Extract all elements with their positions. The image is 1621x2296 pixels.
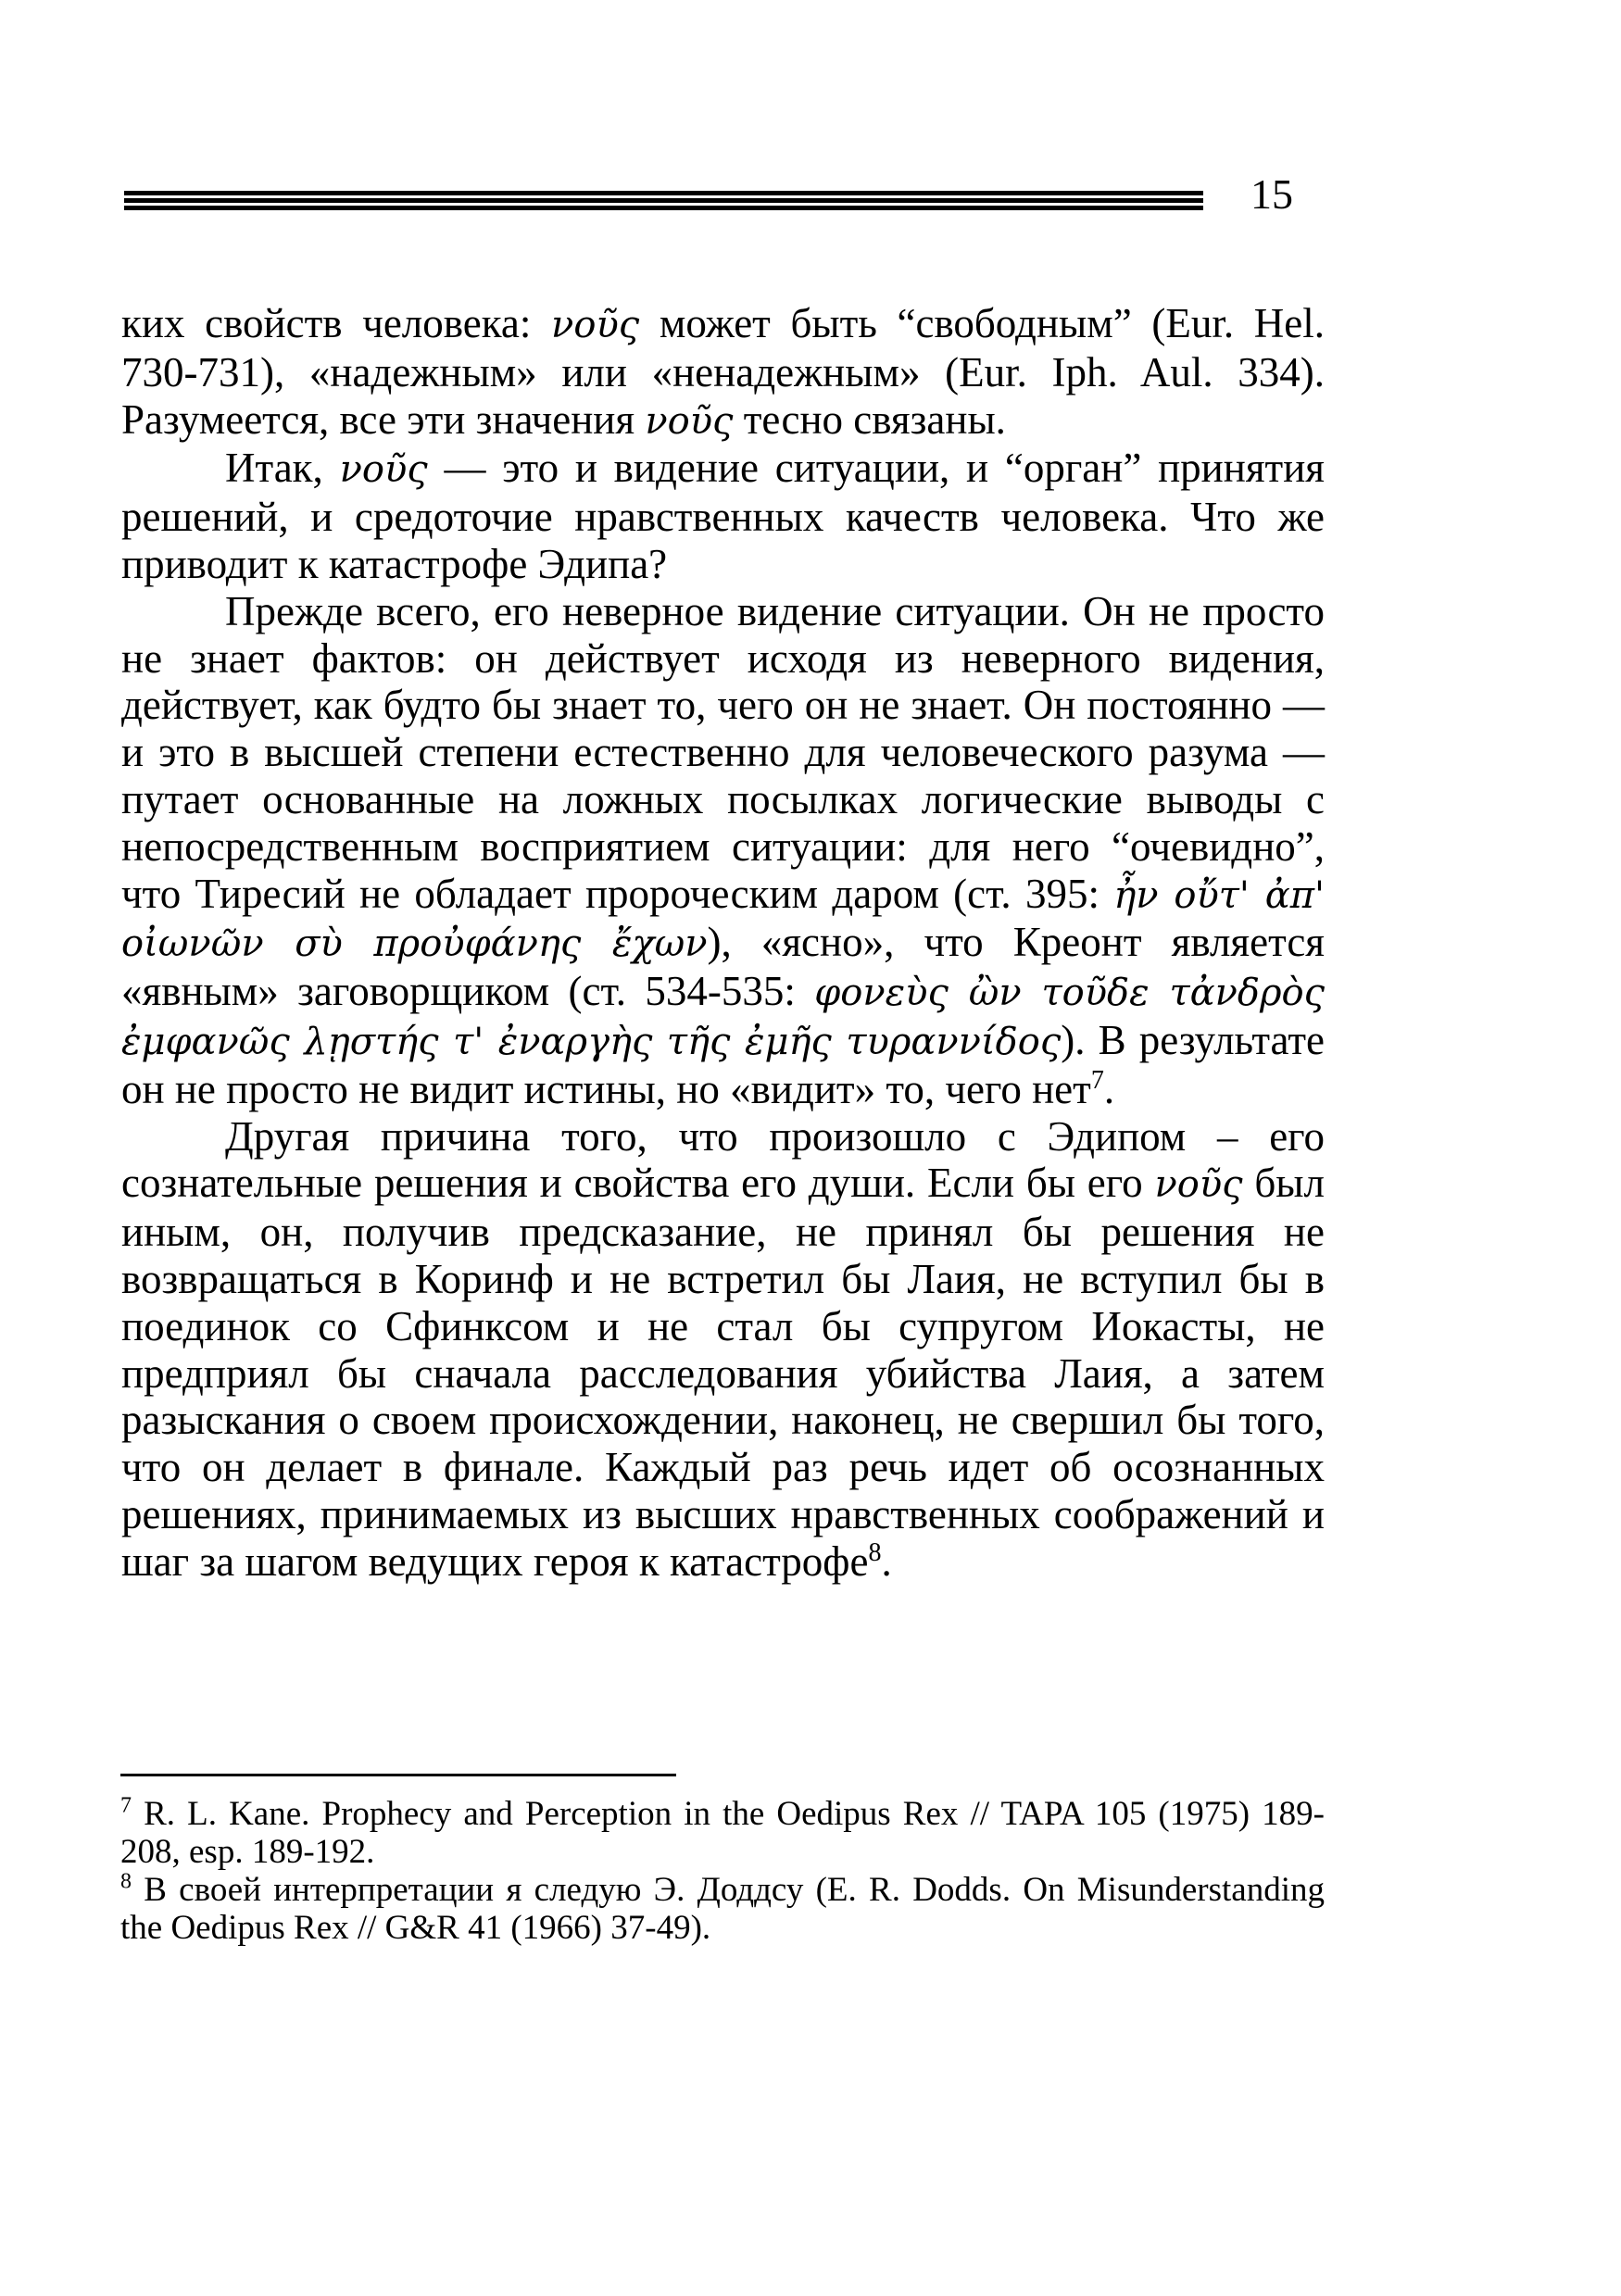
text-run: . xyxy=(1103,1065,1115,1112)
header-rule-line xyxy=(124,191,1203,195)
text-run: может быть “свободным” (Eur. Hel. 730-731), «надежным» или «ненадежным» (Eur. Iph. Aul. 334). Разумеется, все эти значения xyxy=(121,300,1325,443)
text-run: Итак, xyxy=(225,445,340,492)
footnote-text: R. L. Kane. Prophecy and Perception in the Oedipus Rex // TAPA 105 (1975) 189-208, esp. 189-192. xyxy=(120,1795,1325,1871)
text-run: — это и видение ситуации, и “орган” принятия решений, и средоточие нравственных качеств человека. Что же приводит к катастрофе Эдипа? xyxy=(121,445,1325,587)
greek-term: νοῦς xyxy=(339,448,428,492)
footnote-mark: 8 xyxy=(120,1869,132,1894)
text-run: ), «ясно», что Креонт является «явным» заговорщиком (ст. 534-535: xyxy=(121,919,1325,1015)
greek-term: νοῦς xyxy=(645,399,734,443)
text-run: был иным, он, получив предсказание, не принял бы решения не возвращаться в Коринф и не встретил бы Лаия, не вступил бы в поединок со Сфинксом и не стал бы супругом Иокасты, не предприял бы сначала расследования убийства Лаия, а затем разыскания о своем происхождении, наконец, не свершил бы того, что он делает в финале. Каждый раз речь идет об осознанных решениях, принимаемых из высших нравственных соображений и шаг за шагом ведущих героя к катастрофе xyxy=(121,1160,1325,1585)
page-number: 15 xyxy=(1250,170,1293,218)
footnote-mark: 7 xyxy=(120,1793,132,1818)
greek-quote: ἦν οὔτ' ἀπ' οἰωνῶν σὺ προὐφάνης ἔχων xyxy=(121,873,1326,966)
footnote-text: В своей интерпретации я следую Э. Доддсу (E. R. Dodds. On Misunderstanding the Oedipus Rex // G&R 41 (1966) 37-49). xyxy=(120,1871,1325,1947)
footnote-ref-8[interactable]: 8 xyxy=(868,1537,882,1567)
header-rule-line xyxy=(124,206,1203,210)
header-rule-line xyxy=(124,198,1203,203)
text-run: тесно связаны. xyxy=(733,395,1006,443)
paragraph-4 xyxy=(121,1113,1325,1586)
footnote-separator xyxy=(120,1774,676,1776)
footnote-ref-7[interactable]: 7 xyxy=(1090,1065,1104,1095)
paragraph-1 xyxy=(121,300,1325,445)
text-run: ). В результате он не просто не видит истины, но «видит» то, чего нет xyxy=(121,1016,1325,1112)
footnote-7 xyxy=(120,1795,1325,1871)
greek-quote: φονεὺς ὢν τοῦδε τἀνδρὸς ἐμφανῶς λῃστής τ' ἐναργὴς τῆς ἐμῆς τυραννίδος xyxy=(121,972,1325,1063)
main-text xyxy=(121,300,1325,1586)
text-run: Прежде всего, его неверное видение ситуации. Он не просто не знает фактов: он действует исходя из неверного видения, действует, как будто бы знает то, чего он не знает. Он постоянно — и это в высшей степени естественно для человеческого разума — путает основанные на ложных посылках логические выводы с непосредственным восприятием ситуации: для него “очевидно”, что Тиресий не обладает пророческим даром (ст. 395: xyxy=(121,587,1325,917)
footnote-8 xyxy=(120,1871,1325,1947)
header-rule xyxy=(124,191,1203,211)
footnotes xyxy=(120,1795,1325,1947)
paragraph-3 xyxy=(121,588,1325,1113)
text-run: Другая причина того, что произошло с Эдипом – его сознательные решения и свойства его души. Если бы его xyxy=(121,1112,1325,1207)
text-run: ких свойств человека: xyxy=(121,300,552,346)
text-run: . xyxy=(881,1537,892,1585)
greek-term: νοῦς xyxy=(1154,1163,1243,1207)
paragraph-2 xyxy=(121,445,1325,587)
greek-term: νοῦς xyxy=(551,304,640,346)
